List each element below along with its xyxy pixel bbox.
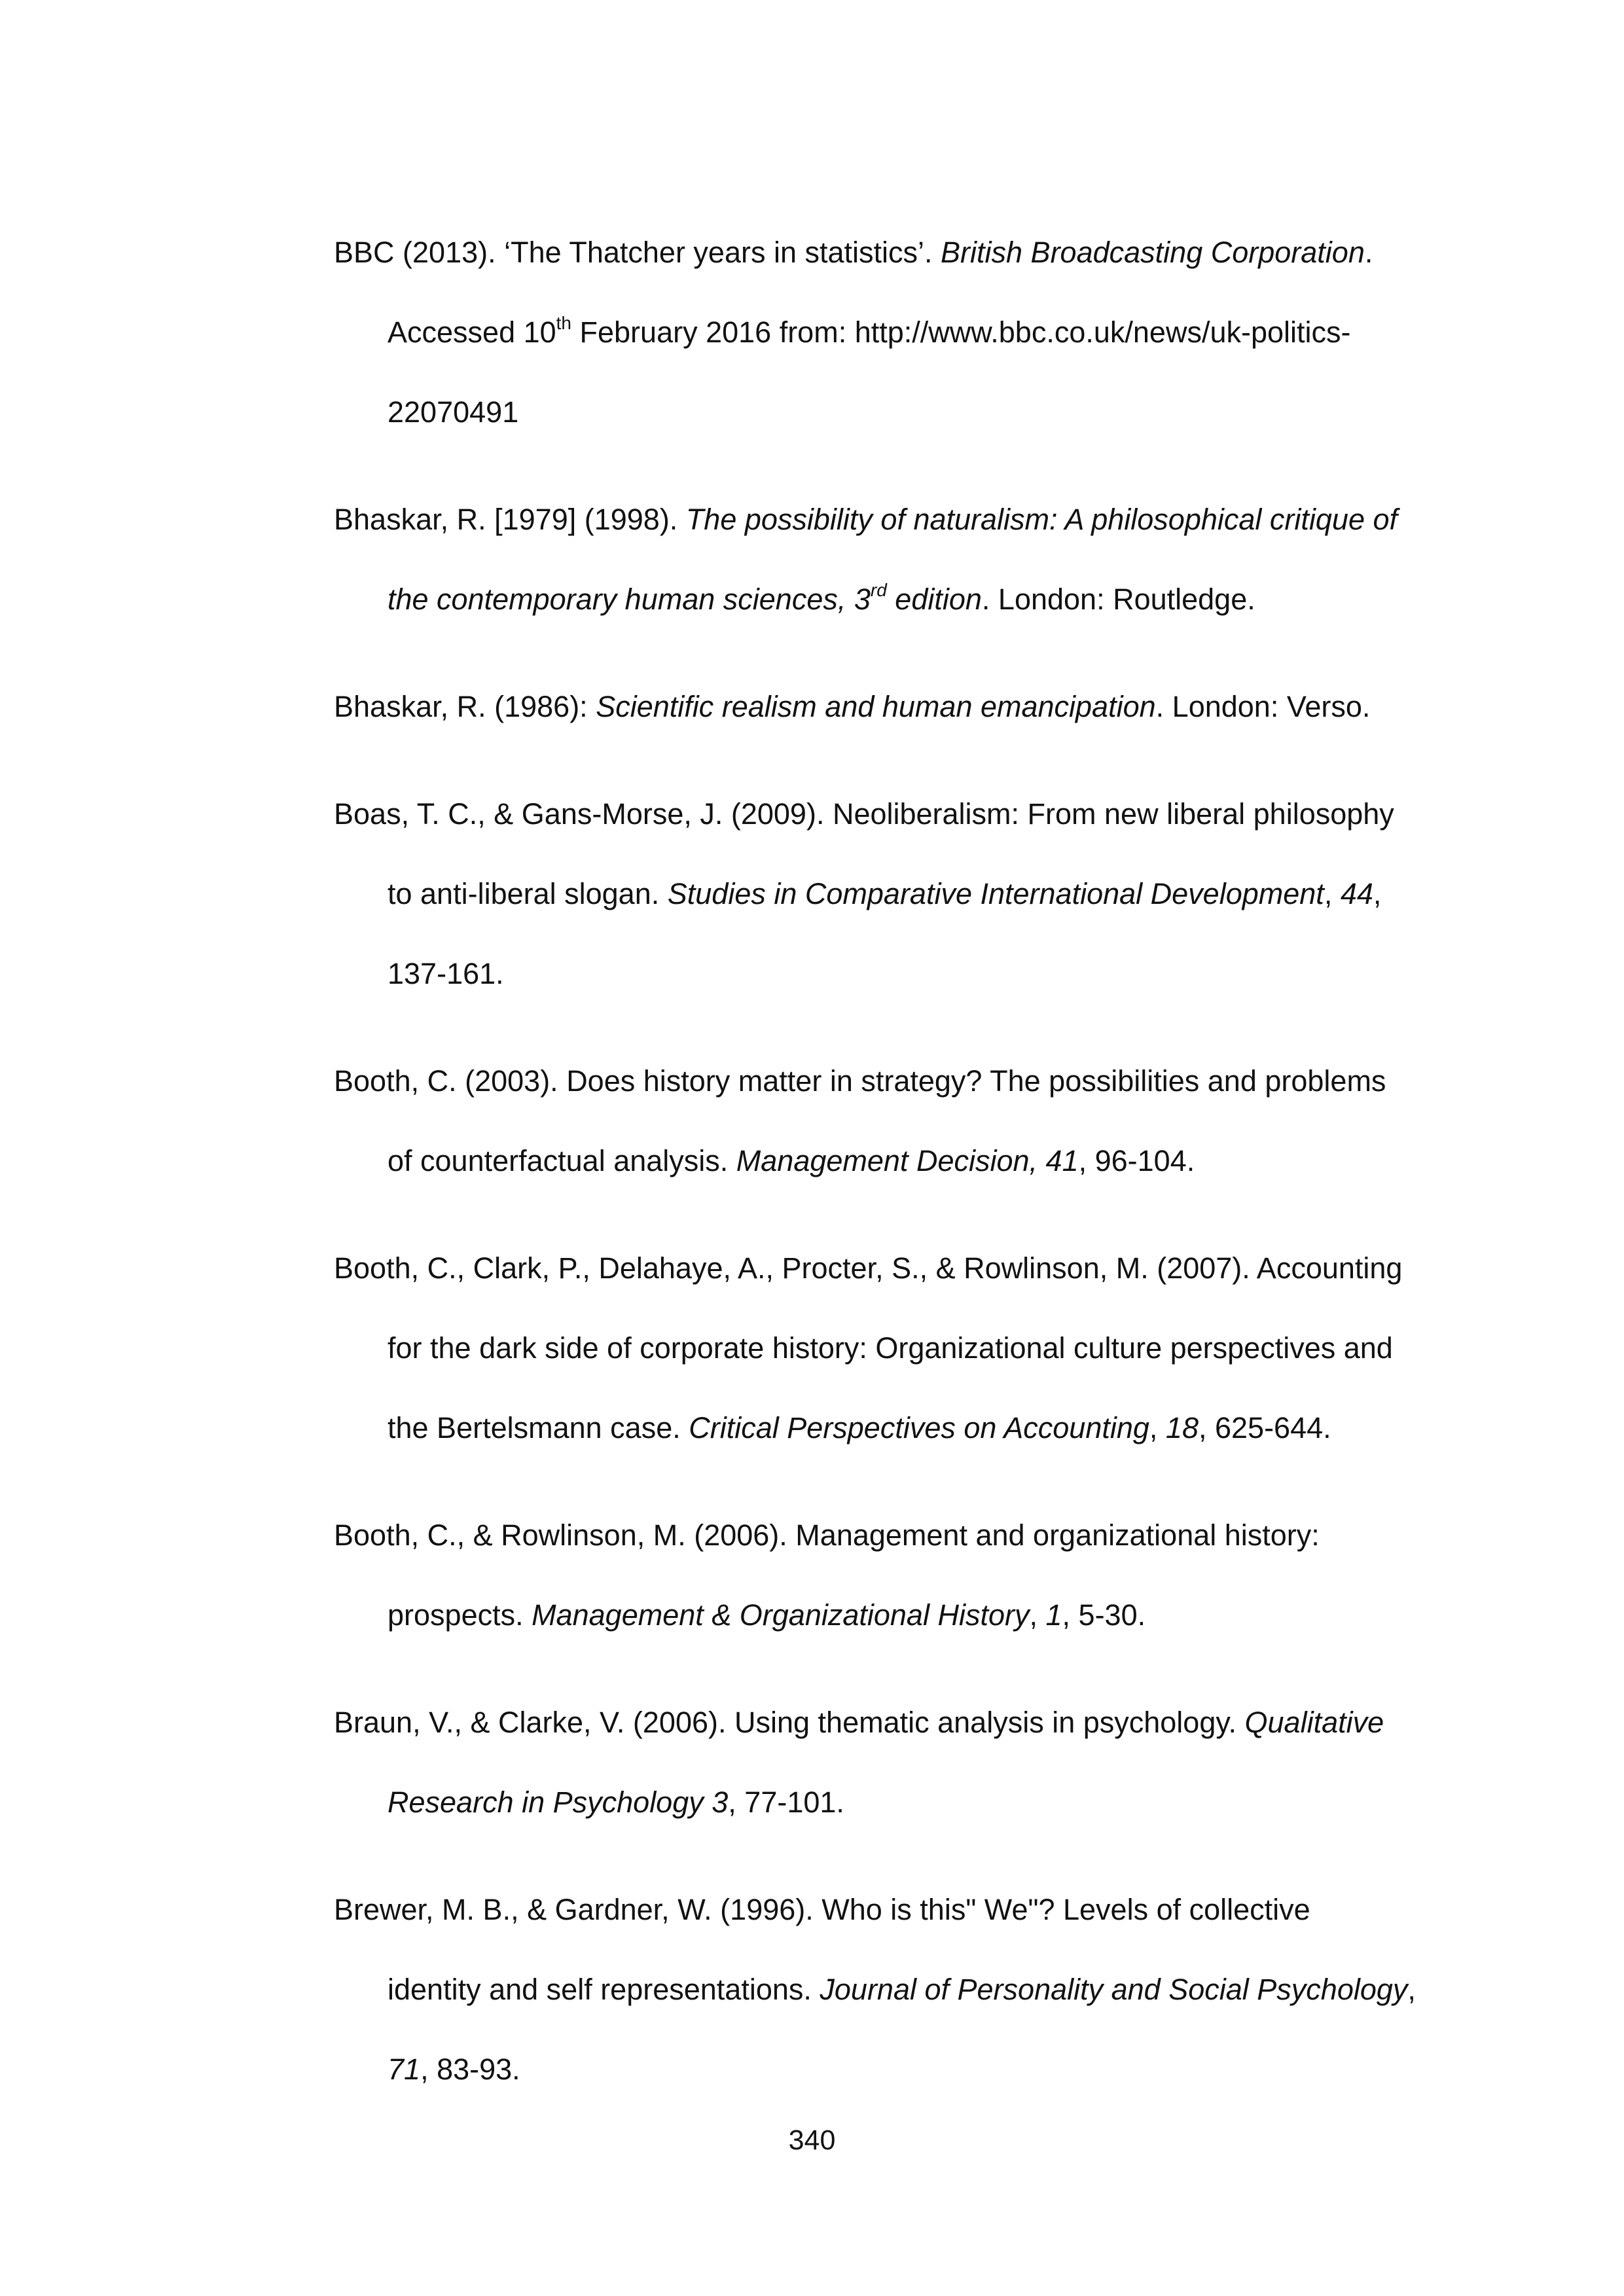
superscript: th bbox=[556, 313, 572, 333]
reference-line bbox=[388, 1785, 844, 1820]
reference-text: , bbox=[1029, 1598, 1046, 1632]
reference-text: prospects. bbox=[388, 1598, 532, 1632]
reference-line bbox=[334, 1893, 1310, 1927]
reference-line bbox=[334, 1251, 1402, 1285]
reference-line bbox=[388, 957, 504, 991]
reference-text: for the dark side of corporate history: Organizational culture perspectives and bbox=[388, 1331, 1393, 1365]
reference-text: Booth, C., & Rowlinson, M. (2006). Management and organizational history: bbox=[334, 1518, 1320, 1552]
reference-italic-text: Management & Organizational History bbox=[532, 1598, 1030, 1632]
reference-line bbox=[334, 690, 1370, 724]
reference-text: Bhaskar, R. [1979] (1998). bbox=[334, 503, 686, 536]
reference-text: , bbox=[1373, 877, 1382, 910]
reference-text: the Bertelsmann case. bbox=[388, 1411, 689, 1444]
reference-text: , 96-104. bbox=[1078, 1144, 1195, 1177]
reference-line bbox=[334, 503, 1398, 537]
reference-text: 22070491 bbox=[388, 395, 519, 429]
reference-text: Boas, T. C., & Gans-Morse, J. (2009). Neoliberalism: From new liberal philosophy bbox=[334, 797, 1394, 831]
reference-line bbox=[334, 1064, 1386, 1098]
reference-text: , 625-644. bbox=[1198, 1411, 1331, 1444]
reference-italic-text: Qualitative bbox=[1244, 1706, 1384, 1739]
reference-italic-text: 18 bbox=[1165, 1411, 1199, 1444]
reference-text: . bbox=[1364, 236, 1373, 269]
reference-text: Booth, C., Clark, P., Delahaye, A., Procter, S., & Rowlinson, M. (2007). Accounting bbox=[334, 1251, 1403, 1285]
reference-text: , 5-30. bbox=[1062, 1598, 1146, 1632]
reference-text: February 2016 from: http://www.bbc.co.uk/news/uk-politics- bbox=[571, 315, 1351, 349]
reference-line bbox=[388, 877, 1381, 911]
reference-line bbox=[334, 236, 1373, 270]
superscript: rd bbox=[870, 580, 887, 600]
reference-text: . London: Verso. bbox=[1155, 690, 1371, 723]
reference-text: . London: Routledge. bbox=[981, 583, 1255, 616]
reference-text: of counterfactual analysis. bbox=[388, 1144, 736, 1177]
reference-text: , 83-93. bbox=[420, 2053, 520, 2086]
reference-text: Accessed 10 bbox=[388, 315, 556, 349]
reference-line bbox=[334, 1518, 1320, 1552]
reference-italic-text: Management Decision, 41 bbox=[736, 1144, 1079, 1177]
reference-text: BBC (2013). ‘The Thatcher years in statistics’. bbox=[334, 236, 941, 269]
reference-italic-text: Research in Psychology 3 bbox=[388, 1785, 729, 1819]
reference-line bbox=[388, 2053, 520, 2087]
reference-line bbox=[388, 1144, 1195, 1178]
reference-italic-text: The possibility of naturalism: A philosophical critique of bbox=[685, 503, 1398, 536]
reference-italic-text: the contemporary human sciences, 3 bbox=[388, 583, 871, 616]
reference-line bbox=[388, 315, 1351, 350]
reference-italic-text: Scientific realism and human emancipation bbox=[596, 690, 1156, 723]
reference-text: 137-161. bbox=[388, 957, 504, 990]
reference-line bbox=[334, 797, 1394, 831]
reference-line bbox=[388, 1598, 1146, 1632]
reference-text: , bbox=[1324, 877, 1341, 910]
reference-italic-text: 44 bbox=[1340, 877, 1373, 910]
reference-italic-text: 1 bbox=[1045, 1598, 1062, 1632]
reference-line bbox=[334, 1706, 1384, 1740]
reference-text: Bhaskar, R. (1986): bbox=[334, 690, 596, 723]
reference-text: Booth, C. (2003). Does history matter in strategy? The possibilities and problems bbox=[334, 1064, 1386, 1098]
reference-text: to anti-liberal slogan. bbox=[388, 877, 668, 910]
reference-text: Braun, V., & Clarke, V. (2006). Using thematic analysis in psychology. bbox=[334, 1706, 1245, 1739]
reference-text: Brewer, M. B., & Gardner, W. (1996). Who is this" We"? Levels of collective bbox=[334, 1893, 1310, 1926]
reference-italic-text: Studies in Comparative International Development bbox=[667, 877, 1324, 910]
reference-line bbox=[388, 1331, 1393, 1365]
page-number: 340 bbox=[788, 2125, 836, 2156]
reference-line bbox=[388, 580, 1255, 617]
reference-italic-text: 71 bbox=[388, 2053, 421, 2086]
reference-italic-text: Critical Perspectives on Accounting bbox=[689, 1411, 1149, 1444]
reference-italic-text: Journal of Personality and Social Psychology bbox=[820, 1973, 1408, 2006]
reference-text: identity and self representations. bbox=[388, 1973, 820, 2006]
reference-italic-text: edition bbox=[886, 583, 982, 616]
reference-line bbox=[388, 1411, 1331, 1445]
reference-line bbox=[388, 1973, 1416, 2007]
reference-text: , bbox=[1407, 1973, 1416, 2006]
reference-line bbox=[388, 395, 518, 429]
reference-italic-text: British Broadcasting Corporation bbox=[941, 236, 1365, 269]
reference-text: , bbox=[1149, 1411, 1166, 1444]
reference-text: , 77-101. bbox=[728, 1785, 844, 1819]
